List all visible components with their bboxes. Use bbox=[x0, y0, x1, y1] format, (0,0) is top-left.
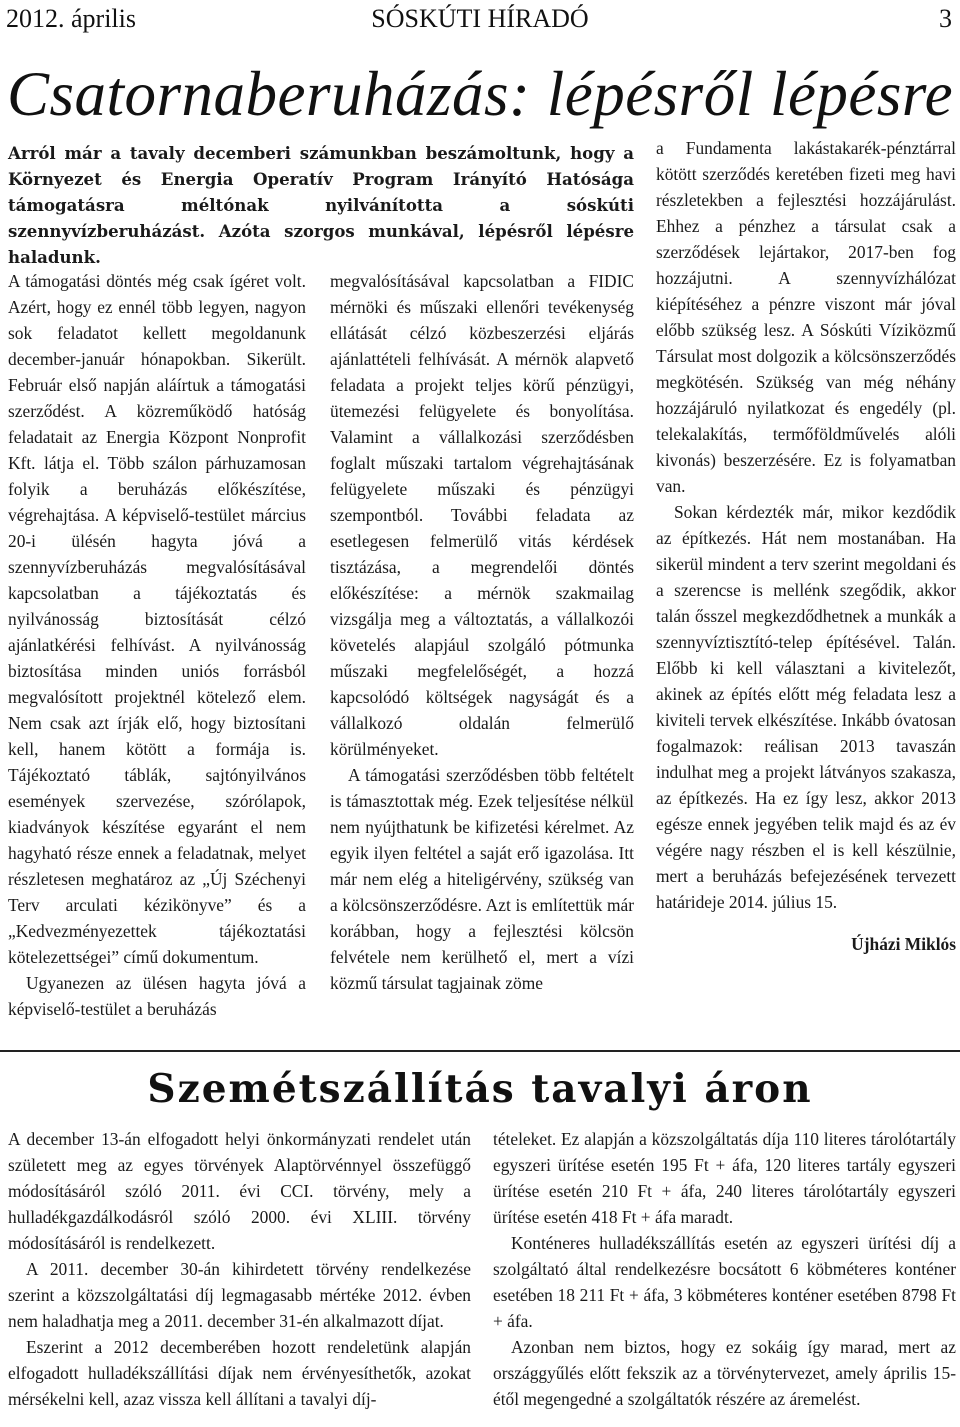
article-column-2 bbox=[330, 268, 634, 996]
issue-date: 2012. április bbox=[6, 4, 136, 33]
publication-name: SÓSKÚTI HÍRADÓ bbox=[371, 4, 589, 33]
paragraph: A 2011. december 30-án kihirdetett törvény rendelkezése szerint a közszolgáltatási díj legmagasabb mértéke 2012. évben nem haladhatja meg a 2011. december 31-én alkalmazott díjat. bbox=[8, 1259, 471, 1331]
paragraph: megvalósításával kapcsolatban a FIDIC mérnöki és műszaki ellenőri tevékenység ellátását célzó közbeszerzési eljárás ajánlattételi felhívását. A mérnök alapvető feladata a projekt teljes körű pénzügyi, ütemezési felügyelete és bonyolítása. Valamint a vállalkozási szerződésben foglalt műszaki tartalom végrehajtásának felügyelete műszaki és pénzügyi szempontból. További feladata az esetlegesen felmerülő vitás kérdések tisztázása, a megrendelői döntés előkészítése: a mérnök szakmailag vizsgálja meg a változtatás, a vállalkozói követelés alapjául szolgáló pótmunka műszaki megfelelőségét, a hozzá kapcsolódó költségek nagyságát és a vállalkozó oldalán felmerülő körülményeket. bbox=[330, 271, 634, 759]
paragraph: A december 13-án elfogadott helyi önkormányzati rendelet után született meg az egyes törvények Alaptörvénnyel összefüggő módosításáról szóló 2011. évi CCI. törvény, mely a hulladékgazdálkodásról szóló 2000. évi XLIII. törvény módosításáról is rendelkezett. bbox=[8, 1129, 471, 1253]
paragraph: Konténeres hulladékszállítás esetén az egyszeri ürítési díj a szolgáltató által rendelkezésre bocsátott 6 köbméteres konténer esetében 18 211 Ft + áfa, 3 köbméteres konténer esetében 8798 Ft + áfa. bbox=[493, 1233, 956, 1331]
author-name: Újházi Miklós bbox=[851, 934, 956, 954]
article-title: Csatornaberuházás: lépésről lépésre bbox=[6, 59, 954, 129]
paragraph: A támogatási szerződésben több feltételt is támasztottak még. Ezek teljesítése nélkül nem nyújthatunk be kifizetési kérelmet. Az egyik ilyen feltétel a saját erő igazolása. Itt már nem elég a hiteligérvény, szükség van a kölcsönszerződésre. Azt is említettük már korábban, hogy a fejlesztési kölcsön felvétele nem kerülhető el, mert a vízi közmű társulat tagjainak zöme bbox=[330, 765, 634, 993]
paragraph: tételeket. Ez alapján a közszolgáltatás díja 110 literes tárolótartály egyszeri ürítése esetén 195 Ft + áfa, 120 literes tartály egyszeri ürítése esetén 210 Ft + áfa, 240 literes tárolótartály egyszeri ürítése esetén 418 Ft + áfa maradt. bbox=[493, 1129, 956, 1227]
article-column-1 bbox=[8, 268, 306, 1022]
page-number: 3 bbox=[939, 4, 952, 33]
paragraph: Ugyanezen az ülésen hagyta jóvá a képviselő-testület a beruházás bbox=[8, 973, 306, 1019]
article-lead: Arról már a tavaly decemberi számunkban beszámoltunk, hogy a Környezet és Energia Operatív Program Irányító Hatósága támogatásra méltónak nyilvánította a sóskúti szennyvízberuházást. Azóta szorgos munkával, lépésről lépésre haladunk. bbox=[8, 143, 634, 267]
paragraph: Sokan kérdezték már, mikor kezdődik az építkezés. Hát nem mostanában. Ha sikerül mindent a terv szerint megoldani és a szerencse is mellénk szegődik, akkor talán ősszel megkezdődhetnek a munkák a szennyvíztisztító-telep építésével. Talán. Előbb ki kell választani a kivitelezőt, akinek az építés előtt még feladata lesz a kiviteli tervek elkészítése. Inkább óvatosan fogalmazok: reálisan 2013 tavaszán indulhat meg a projekt látványos szakasza, az építkezés. Ha ez így lesz, akkor 2013 egésze ennek jegyében telik majd és az év végére nagy részben el is kell készülnie, mert a beruházás befejezésének tervezett határideje 2014. július 15. bbox=[656, 502, 956, 912]
paragraph: A támogatási döntés még csak ígéret volt. Azért, hogy ez ennél több legyen, nagyon sok feladatot kellett megoldanunk december-január hónapokban. Sikerült. Február első napján aláírtuk a támogatási szerződést. A közreműködő hatóság feladatait az Energia Központ Nonprofit Kft. látja el. Több szálon párhuzamosan folyik a beruházás előkészítése, végrehajtása. A képviselő-testület március 20-i ülésén hagyta jóvá a szennyvízberuházás megvalósításával kapcsolatban a tájékoztatás és nyilvánosság biztosítását célzó ajánlatkérési felhívást. A nyilvánosság biztosítása minden uniós forrásból megvalósított projektnél kötelező elem. Nem csak azt írják elő, hogy biztosítani kell, hanem kötött a formája is. Tájékoztató táblák, sajtónyilvános események szervezése, szórólapok, kiadványok készítése egyaránt el nem hagyható része ennek a feladatnak, melyet részletesen meghatároz az „Új Széchenyi Terv arculati kézikönyve” és a „Kedvezményezettek tájékoztatási kötelezettségei” című dokumentum. bbox=[8, 271, 306, 967]
article2-column-2 bbox=[493, 1126, 956, 1412]
paragraph: a Fundamenta lakástakarék-pénztárral kötött szerződés keretében fizeti meg havi részletekben a fejlesztési hozzájárulást. Ehhez a pénzhez a társulat csak a szerződések lejártakor, 2017-ben fog hozzájutni. A szennyvízhálózat kiépítéséhez a pénzre viszont már jóval előbb szükség lesz. A Sóskúti Víziközmű Társulat most dolgozik a kölcsönszerződés megkötésén. Szükség van még néhány hozzájáruló nyilatkozat és engedély (pl. telekalakítás, termőföldművelés alóli kivonás) beszerzésére. Ez is folyamatban van. bbox=[656, 138, 956, 496]
paragraph: Eszerint a 2012 decemberében hozott rendeletünk alapján elfogadott hulladékszállítási díjak nem érvényesíthetők, azokat mérsékelni kell, azaz vissza kell állítani a tavalyi díj- bbox=[8, 1337, 471, 1409]
section-divider bbox=[0, 1050, 960, 1052]
article-title-2: Szemétszállítás tavalyi áron bbox=[147, 1066, 813, 1112]
paragraph: Azonban nem biztos, hogy ez sokáig így marad, mert az országgyűlés előtt fekszik az a törvénytervezet, amely április 15-étől megengedné a szolgáltatók részére az áremelést. bbox=[493, 1337, 956, 1409]
article2-column-1 bbox=[8, 1126, 471, 1412]
article-column-3 bbox=[656, 135, 956, 957]
